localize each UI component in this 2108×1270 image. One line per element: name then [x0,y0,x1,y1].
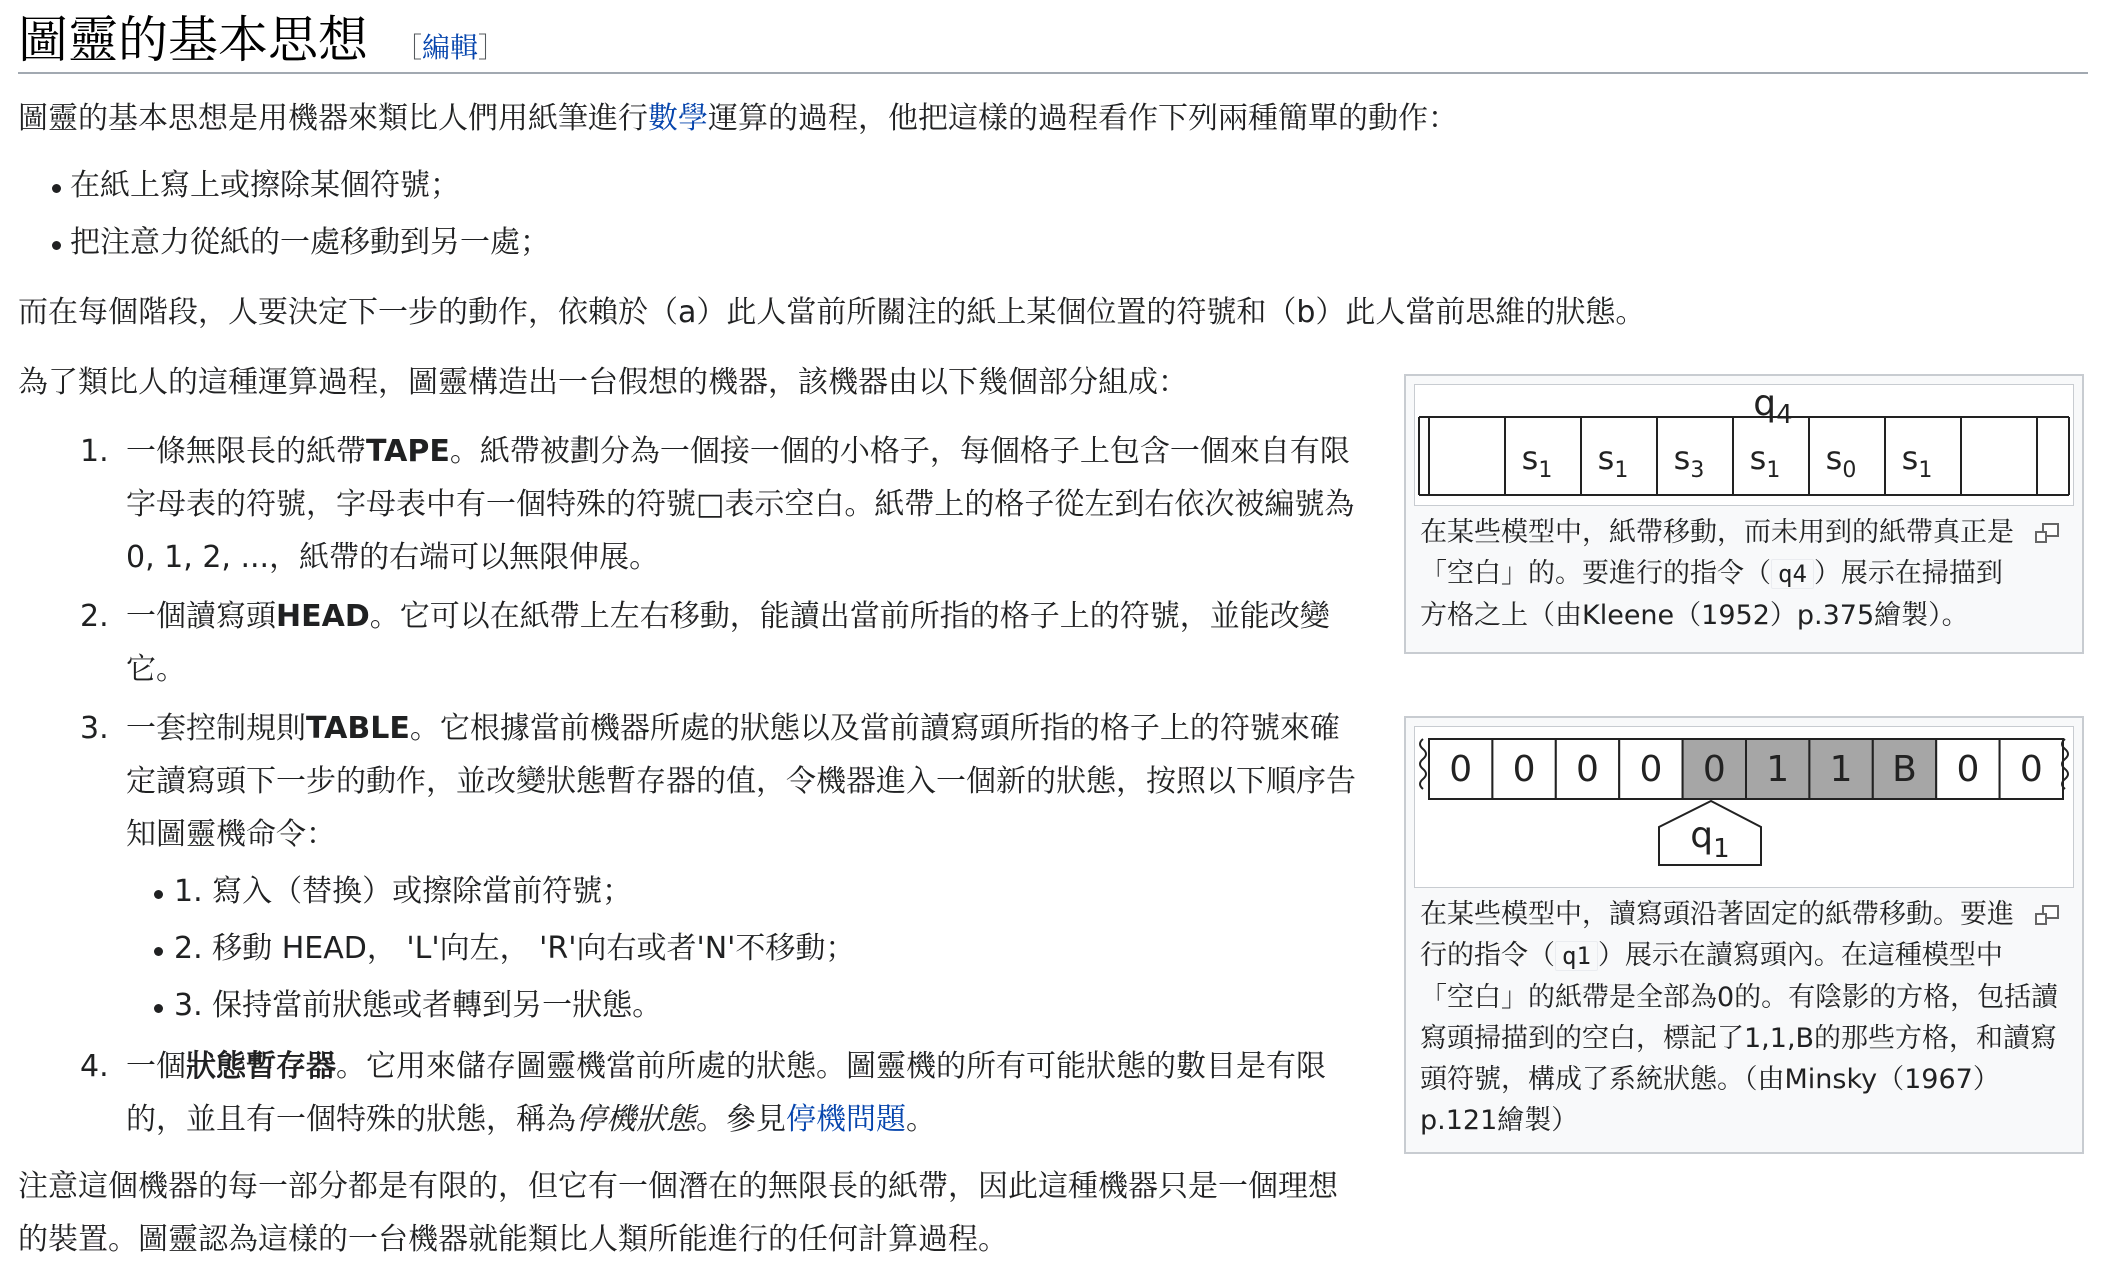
caption-text: 在某些模型中，讀寫頭沿著固定的紙帶移動。要進行的指令（ [1420,899,2014,971]
text-fragment: 一個讀寫頭 [126,599,276,634]
figure-image [1414,726,2074,888]
tape-cell-symbol: 0 [1956,749,1980,790]
term-table: TABLE [306,711,410,746]
tape-cell [1733,417,1809,495]
action-item-move: 把注意力從紙的一處移動到另一處； [50,216,550,273]
caption-text: ）展示在掃描到方格之上（由Kleene（1952）p.375繪製）。 [1420,558,2003,631]
caption-code: q1 [1555,941,1598,971]
tape-cell [1581,417,1657,495]
tape-cell-symbol: 1 [1766,749,1790,790]
tape-cell-symbol: B [1892,749,1917,790]
text-fragment: 一套控制規則 [126,711,306,746]
link-halting-problem[interactable]: 停機問題 [786,1102,906,1137]
component-list [80,425,1360,1146]
figure-caption [1420,894,2060,1141]
term-state-register: 狀態暫存器 [186,1049,336,1084]
command-list [126,865,1360,1036]
term-tape: TAPE [366,434,450,469]
command-item-state: 3. 保持當前狀態或者轉到另一狀態。 [152,979,1360,1036]
edit-bracket-close: ］ [478,31,507,64]
text-fragment: 。它用來儲存圖靈機當前所處的狀態。圖靈機的所有可能狀態的數目是有限的，並且有一個特殊的狀態，稱為 [126,1049,1326,1137]
closing-paragraph: 注意這個機器的每一部分都是有限的，但它有一個潛在的無限長的紙帶，因此這種機器只是一個理想的裝置。圖靈認為這樣的一台機器就能類比人類所能進行的任何計算過程。 [18,1169,1338,1257]
decision-paragraph: 而在每個階段，人要決定下一步的動作，依賴於（a）此人當前所關注的紙上某個位置的符號和（b）此人當前思維的狀態。 [18,295,1646,330]
component-item-table [80,702,1360,1036]
term-head: HEAD [276,599,370,634]
tape-cell-symbol: $s_1$ [1597,439,1629,483]
intro-text-end: 運算的過程，他把這樣的過程看作下列兩種簡單的動作： [708,101,1458,136]
link-mathematics[interactable]: 數學 [648,101,708,136]
tape-diagram [1415,385,2073,505]
section-heading [18,8,2088,74]
edit-bracket-open: ［ [394,31,423,64]
text-fragment: 。 [906,1102,936,1137]
blank-symbol: □ [696,487,725,522]
state-label-q4: $q_4$ [1753,385,1793,430]
magnify-icon[interactable] [2034,898,2060,939]
component-text [126,1040,1360,1146]
tape-cell [1657,417,1733,495]
component-item-state-register [80,1040,1360,1146]
figure-moving-head [1404,716,2084,1154]
tape-cell-symbol: 0 [1449,749,1473,790]
component-number: 3. [80,711,109,746]
tape-cell [1809,417,1885,495]
section-title: 圖靈的基本思想 [18,11,368,69]
edit-link[interactable]: 編輯 [422,31,479,64]
text-fragment: 。它根據當前機器所處的狀態以及當前讀寫頭所指的格子上的符號來確定讀寫頭下一步的動作，並改變狀態暫存器的值，令機器進入一個新的狀態，按照以下順序告知圖靈機命令： [126,711,1356,852]
command-item-move: 2. 移動 HEAD， 'L'向左， 'R'向右或者'N'不移動； [152,922,1360,979]
tape-cell-symbol: 0 [1512,749,1536,790]
text-fragment: 一個 [126,1049,186,1084]
component-text [126,425,1360,584]
term-halt-state: 停機狀態 [576,1102,696,1137]
tape-cell-symbol: 0 [2019,749,2043,790]
tape-cell-symbol: $s_1$ [1521,439,1553,483]
tape-cell-symbol: $s_3$ [1673,439,1705,483]
caption-text: 在某些模型中，紙帶移動，而未用到的紙帶真正是「空白」的。要進行的指令（ [1420,517,2014,589]
action-list [50,159,550,273]
component-item-tape [80,425,1360,584]
component-number: 1. [80,434,109,469]
component-number: 4. [80,1049,109,1084]
command-item-write: 1. 寫入（替換）或擦除當前符號； [152,865,1360,922]
tape-cell [1505,417,1581,495]
head-diagram [1415,727,2073,887]
tape-cell [1885,417,1961,495]
edit-section [394,31,506,64]
text-fragment: 表示空白。紙帶上的格子從左到右依次被編號為0, 1, 2, ...，紙帶的右端可以無限伸展。 [126,487,1355,575]
intro-paragraph [18,92,1458,145]
tape-cell-symbol: $s_1$ [1749,439,1781,483]
tape-cell [1429,417,1505,495]
tape-cell-symbol: 1 [1829,749,1853,790]
head-state-label: $q_1$ [1690,815,1730,864]
tape-cell [1961,417,2037,495]
figure-image [1414,384,2074,506]
figure-moving-tape [1404,374,2084,654]
text-fragment: 。它可以在紙帶上左右移動，能讀出當前所指的格子上的符號，並能改變它。 [126,599,1330,687]
text-fragment: 。參見 [696,1102,786,1137]
text-fragment: 。紙帶被劃分為一個接一個的小格子，每個格子上包含一個來自有限字母表的符號，字母表中有一個特殊的符號 [126,434,1350,522]
component-text [126,590,1360,696]
component-text [126,702,1360,861]
magnify-icon[interactable] [2034,516,2060,557]
action-item-write: 在紙上寫上或擦除某個符號； [50,159,550,216]
tape-cell-symbol: $s_0$ [1825,439,1857,483]
component-number: 2. [80,599,109,634]
tape-cell-symbol: 0 [1576,749,1599,790]
tape-cell-symbol: 0 [1639,749,1663,790]
intro-text-start: 圖靈的基本思想是用機器來類比人們用紙筆進行 [18,101,648,136]
tape-cell-symbol: 0 [1702,749,1726,790]
component-item-head [80,590,1360,696]
figure-caption [1420,512,2060,636]
text-fragment: 一條無限長的紙帶 [126,434,366,469]
caption-text: ）展示在讀寫頭內。在這種模型中「空白」的紙帶是全部為0的。有陰影的方格，包括讀寫頭掃描到的空白，標記了1,1,B的那些方格，和讀寫頭符號，構成了系統狀態。（由Minsky（1967）p.121繪製） [1420,940,2059,1136]
machine-intro-paragraph: 為了類比人的這種運算過程，圖靈構造出一台假想的機器，該機器由以下幾個部分組成： [18,365,1188,400]
tape-cell-symbol: $s_1$ [1901,439,1933,483]
caption-code: q4 [1771,559,1814,589]
